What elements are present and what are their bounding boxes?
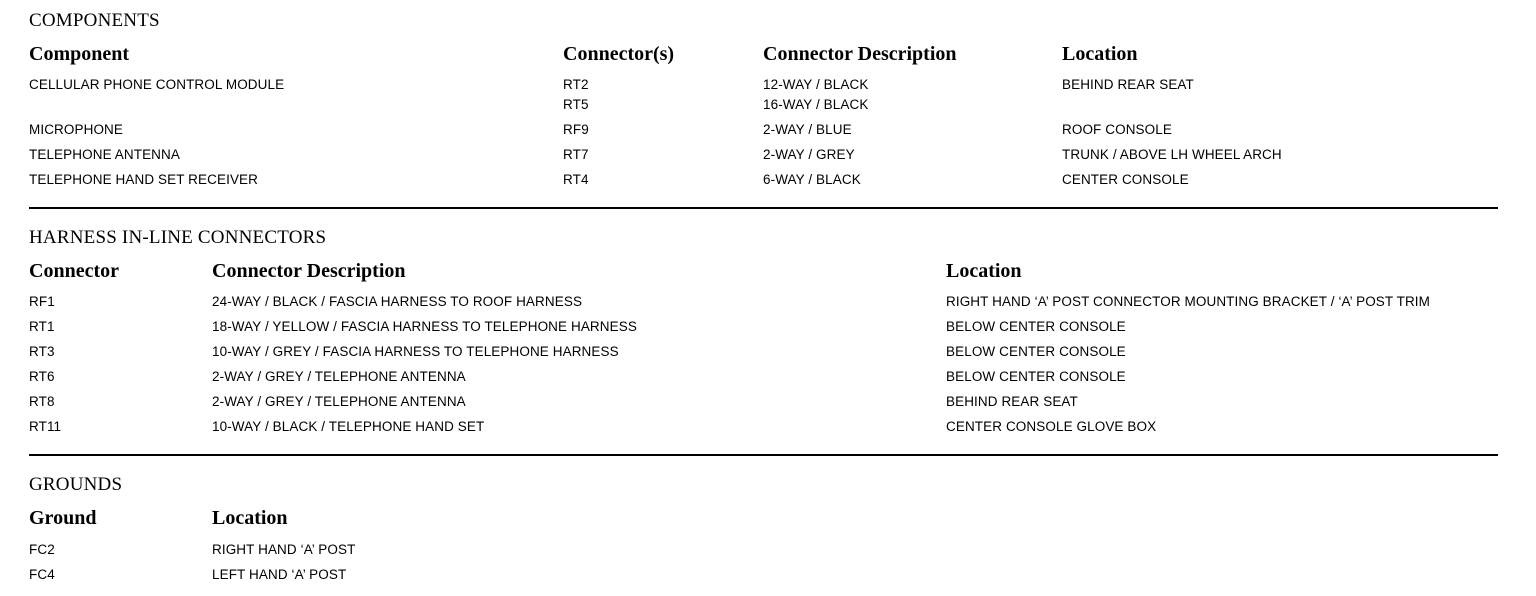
components-cell-description: 16-WAY / BLACK	[763, 97, 869, 112]
grounds-cell-ground: FC4	[29, 567, 55, 582]
harness-cell-location: RIGHT HAND ‘A’ POST CONNECTOR MOUNTING BRACKET / ‘A’ POST TRIM	[946, 294, 1430, 309]
components-cell-connector: RT2	[563, 77, 589, 92]
harness-cell-connector: RT3	[29, 344, 55, 359]
harness-header-connector-description: Connector Description	[212, 260, 406, 282]
harness-cell-connector: RT1	[29, 319, 55, 334]
components-cell-component: CELLULAR PHONE CONTROL MODULE	[29, 77, 285, 92]
components-section-title: COMPONENTS	[29, 10, 160, 31]
components-cell-connector: RT5	[563, 97, 589, 112]
grounds-cell-location: LEFT HAND ‘A’ POST	[212, 567, 347, 582]
harness-header-connector: Connector	[29, 260, 119, 282]
components-cell-description: 2-WAY / BLUE	[763, 122, 852, 137]
harness-cell-location: BELOW CENTER CONSOLE	[946, 319, 1126, 334]
harness-cell-description: 2-WAY / GREY / TELEPHONE ANTENNA	[212, 394, 466, 409]
harness-cell-description: 2-WAY / GREY / TELEPHONE ANTENNA	[212, 369, 466, 384]
harness-cell-description: 10-WAY / GREY / FASCIA HARNESS TO TELEPHONE HARNESS	[212, 344, 619, 359]
components-cell-location: ROOF CONSOLE	[1062, 122, 1172, 137]
grounds-cell-ground: FC2	[29, 542, 55, 557]
components-header-connectors: Connector(s)	[563, 43, 675, 65]
components-cell-connector: RF9	[563, 122, 589, 137]
components-cell-location: TRUNK / ABOVE LH WHEEL ARCH	[1062, 147, 1282, 162]
harness-cell-description: 10-WAY / BLACK / TELEPHONE HAND SET	[212, 419, 485, 434]
grounds-cell-location: RIGHT HAND ‘A’ POST	[212, 542, 356, 557]
grounds-header-location: Location	[212, 507, 288, 529]
section-divider	[29, 207, 1498, 209]
grounds-section-title: GROUNDS	[29, 474, 123, 495]
harness-section-title: HARNESS IN-LINE CONNECTORS	[29, 227, 327, 248]
components-cell-description: 6-WAY / BLACK	[763, 172, 861, 187]
section-divider	[29, 454, 1498, 456]
components-header-connector-description: Connector Description	[763, 43, 957, 65]
harness-cell-location: BEHIND REAR SEAT	[946, 394, 1078, 409]
components-cell-description: 2-WAY / GREY	[763, 147, 855, 162]
harness-cell-description: 18-WAY / YELLOW / FASCIA HARNESS TO TELEPHONE HARNESS	[212, 319, 637, 334]
harness-cell-connector: RF1	[29, 294, 55, 309]
harness-cell-description: 24-WAY / BLACK / FASCIA HARNESS TO ROOF HARNESS	[212, 294, 583, 309]
harness-cell-connector: RT8	[29, 394, 55, 409]
components-cell-connector: RT4	[563, 172, 589, 187]
harness-cell-connector: RT11	[29, 419, 62, 434]
harness-header-location: Location	[946, 260, 1022, 282]
components-cell-component: MICROPHONE	[29, 122, 124, 137]
components-cell-component: TELEPHONE HAND SET RECEIVER	[29, 172, 259, 187]
harness-cell-location: BELOW CENTER CONSOLE	[946, 369, 1126, 384]
components-header-location: Location	[1062, 43, 1138, 65]
components-header-component: Component	[29, 43, 130, 65]
components-cell-location: BEHIND REAR SEAT	[1062, 77, 1194, 92]
components-cell-component: TELEPHONE ANTENNA	[29, 147, 180, 162]
grounds-header-ground: Ground	[29, 507, 97, 529]
harness-cell-location: CENTER CONSOLE GLOVE BOX	[946, 419, 1157, 434]
components-cell-description: 12-WAY / BLACK	[763, 77, 869, 92]
components-cell-location: CENTER CONSOLE	[1062, 172, 1189, 187]
harness-cell-connector: RT6	[29, 369, 55, 384]
components-cell-connector: RT7	[563, 147, 589, 162]
harness-cell-location: BELOW CENTER CONSOLE	[946, 344, 1126, 359]
